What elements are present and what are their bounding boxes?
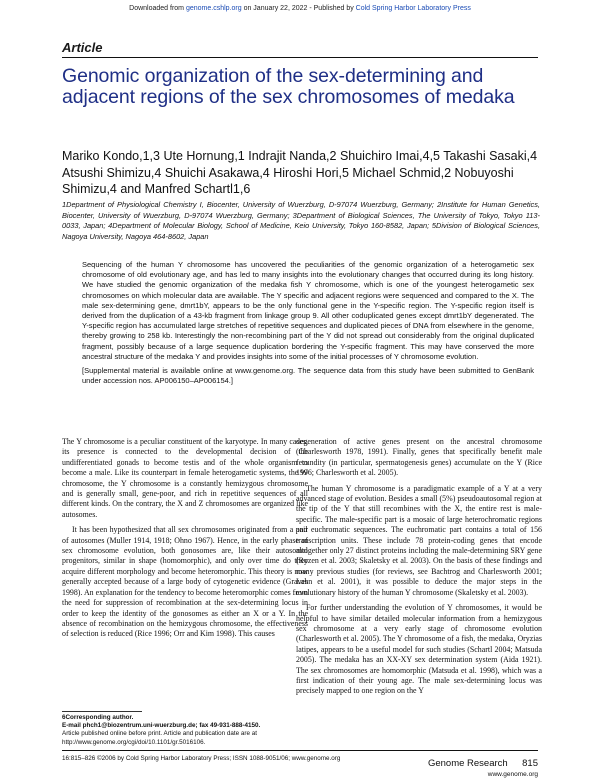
article-url[interactable]: http://www.genome.org/cgi/doi/10.1101/gr.5016106. bbox=[62, 738, 206, 746]
header-rule bbox=[62, 57, 538, 58]
journal-url[interactable]: www.genome.org bbox=[487, 771, 538, 778]
download-line bbox=[0, 5, 600, 12]
footer-journal-block bbox=[428, 753, 538, 778]
paragraph: For further understanding the evolution of Y chromosomes, it would be helpful to have similar detailed molecular information from a hemizygous sex chromosome at a very early stage of chromosome evolution (Charlesworth et al. 2005). The Y chromosome of a fish, the medaka, Oryzias latipes, appears to be a useful model for such studies (Schartl 2004; Matsuda 2005). The medaka has an XX-XY sex determination system (Aida 1921). The sex chromosomes are homomorphic (Matsuda et al. 1998), which was a first indication of their young age. The male sex-determining locus was precisely mapped to one region on the Y bbox=[296, 603, 542, 696]
page-number: 815 bbox=[522, 758, 538, 769]
section-label: Article bbox=[62, 40, 103, 55]
corresponding-author: 6Corresponding author. bbox=[62, 714, 134, 721]
paragraph: degeneration of active genes present on the ancestral chromosome (Charlesworth 1978, 1991). Finally, genes that specifically benefit male fecundity (in particular, spermatogenesis genes) accumulate on the Y (Rice 1996; Charlesworth et al. 2005). bbox=[296, 437, 542, 478]
body-column-left bbox=[62, 437, 308, 640]
paragraph: The Y chromosome is a peculiar constituent of the karyotype. In many cases, its presence is connected to the developmental decision of the undifferentiated gonads to become testis and of the whole organism to become a male. Like its counterpart in female heterogametic systems, the W chromosome, the Y chromosome is a constantly hemizygous chromosome and is generally small, gene-poor, and rich in repetitive sequences of all different kinds. On the contrary, the X and Z chromosomes are organized like autosomes. bbox=[62, 437, 308, 519]
footnote-rule bbox=[62, 711, 142, 712]
footnotes bbox=[62, 714, 287, 747]
author-list: Mariko Kondo,1,3 Ute Hornung,1 Indrajit Nanda,2 Shuichiro Imai,4,5 Takashi Sasaki,4 Atsushi Shimizu,4 Shuichi Asakawa,4 Hiroshi Hori,5 Michael Schmid,2 Nobuyoshi Shimizu,4 and Manfred Schartl1,6 bbox=[62, 149, 538, 196]
abstract-text: Sequencing of the human Y chromosome has uncovered the peculiarities of the genomic organization of a heterogametic sex chromosome of old evolutionary age, and has led to many insights into the evolutionary changes that occurred during its long history. We have studied the genomic organization of the medaka fish Y chromosome, which is one of the youngest heterogametic sex chromosomes on which molecular data are available. The Y specific and adjacent regions were sequenced and compared to the X. The male sex-determining gene, dmrt1bY, appears to be the only functional gene in the Y-specific region. The Y-specific region itself is derived from the duplication of a 43-kb fragment from linkage group 9. All other coduplicated genes except dmrt1bY degenerated. The Y-specific region has accumulated large stretches of repetitive sequences and duplicated pieces of DNA from elsewhere in the genome, thereby growing to 258 kb. Interestingly the non-recombining part of the Y did not spread out considerably from the original duplicated fragment, possibly because of a large sequence duplication bordering the Y-specific fragment. This may have conserved the more ancestral structure of the medaka Y and provides insights into some of the initial processes of Y chromosome evolution. bbox=[82, 260, 534, 361]
abstract bbox=[82, 260, 534, 386]
site-link[interactable]: genome.cshlp.org bbox=[185, 5, 242, 12]
paragraph: It has been hypothesized that all sex chromosomes originated from a pair of autosomes (Muller 1914, 1918; Ohno 1967). Hence, in the early phase of sex chromosome evolution, both gonosomes are, like their autosomal progenitors, similar in shape (homomorphic), and only over time do they acquire different morphology and become heteromorphic. This theory is now generally accepted because of a large body of cytogenetic evidence (Graves 1998). An explanation for the tendency to become heteromorphic comes from the need for suppression of recombination at the sex-determining locus in order to keep the identity of the gonosomes as either an X or a Y. In the absence of recombination on the hemizygous chromosome, the effectiveness of selection is reduced (Rice 1996; Orr and Kim 1998). This causes bbox=[62, 525, 308, 639]
journal-name: Genome Research bbox=[427, 758, 508, 769]
supplemental-note: [Supplemental material is available online at www.genome.org. The sequence data from this study have been submitted to GenBank under accession nos. AP006150–AP006154.] bbox=[82, 366, 534, 386]
footer-rule bbox=[62, 750, 538, 751]
affiliations: 1Department of Physiological Chemistry I, Biocenter, University of Wuerzburg, D-97074 Wuerzburg, Germany; 2Institute for Human Genetics, Biocenter, University of Wuerzburg, D-97074 Wuerzburg, Germany; 3Department of Biological Sciences, The University of Tokyo, Tokyo 113-0033, Japan; 4Department of Molecular Biology, School of Medicine, Keio University, Tokyo 160-8582, Japan; 5Division of Biological Sciences, Nagoya University, Nagoya 464-8602, Japan bbox=[62, 200, 540, 241]
publisher-link[interactable]: Cold Spring Harbor Laboratory Press bbox=[355, 5, 471, 12]
download-middle: on January 22, 2022 - Published by bbox=[243, 5, 354, 12]
article-note: Article published online before print. Article and publication date are at bbox=[62, 730, 257, 738]
article-title: Genomic organization of the sex-determining and adjacent regions of the sex chromosomes of medaka bbox=[62, 65, 515, 108]
download-prefix: Downloaded from bbox=[129, 5, 185, 12]
email-line: E-mail phch1@biozentrum.uni-wuerzburg.de; fax 49-931-888-4150. bbox=[62, 722, 261, 730]
footer-citation: 16:815–826 ©2006 by Cold Spring Harbor Laboratory Press; ISSN 1088-9051/06; www.genome.org bbox=[62, 755, 341, 762]
paragraph: The human Y chromosome is a paradigmatic example of a Y at a very advanced stage of evolution. Besides a small (5%) pseudoautosomal region at the tip of the Y that still recombines with the X, the entire rest is male-specific. The male-specific part is a mosaic of large heterochromatic regions and euchromatic sequences. The euchromatic part contains a total of 156 transcription units. These include 78 protein-coding genes that encode altogether only 27 distinct proteins including the male-determining SRY gene (Rozen et al. 2003; Skaletsky et al. 2003). On the basis of these findings and many previous studies (for reviews, see Bachtrog and Charlesworth 2001; Lahn et al. 2001), it was possible to deduce the major steps in the evolutionary history of the human Y chromosome (Skaletsky et al. 2003). bbox=[296, 483, 542, 597]
body-column-right bbox=[296, 437, 542, 697]
